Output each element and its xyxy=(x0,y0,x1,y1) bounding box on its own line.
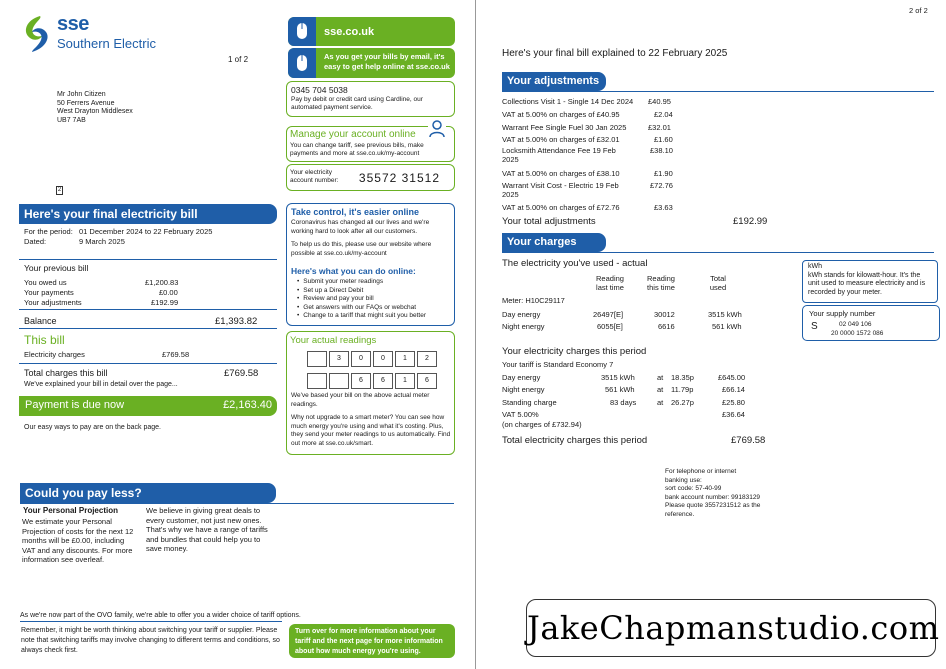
owed-label: You owed us xyxy=(24,278,67,287)
list-item: • Change to a tariff that might suit you better xyxy=(297,312,426,321)
page-divider xyxy=(475,0,476,669)
dated-label: Dated: xyxy=(24,237,47,246)
charge-quantity: 561 kWh xyxy=(605,385,635,394)
charge-at: at xyxy=(657,398,664,407)
smart-meter-text: Why not upgrade to a smart meter? You can see how much energy you're using and what it's costing. Plus, they send your meter readings to us automatically. Find out more at sse.co.uk/smart. xyxy=(291,414,451,447)
reading-digit xyxy=(307,373,327,389)
adjustment-value: £1.90 xyxy=(654,169,673,178)
bank-line: banking use: xyxy=(665,476,702,484)
charge-label: Standing charge xyxy=(502,398,557,407)
manage-account-title: Manage your account online xyxy=(290,129,416,140)
kwh-info-box xyxy=(802,260,938,303)
bank-line: sort code: 57-40-99 xyxy=(665,485,722,492)
logo-subtitle: Southern Electric xyxy=(57,36,156,51)
payment-due-banner xyxy=(19,396,277,416)
supply-number-top: 02 049 106 xyxy=(839,321,872,328)
adjustments-title: Your adjustments xyxy=(502,72,606,91)
website-help-text: To help us do this, please use our website where possible at sse.co.uk/my-account xyxy=(291,241,432,257)
charge-quantity: 3515 kWh xyxy=(601,373,635,382)
kwh-text: kWh stands for kilowatt-hour. It's the unit used to measure electricity and is recorded by your meter. xyxy=(808,271,926,296)
payment-due-amount: £2,163.40 xyxy=(223,399,272,411)
online-actions-title: Here's what you can do online: xyxy=(291,266,416,276)
reading-digit: 1 xyxy=(395,373,415,389)
final-bill-explained: Here's your final bill explained to 22 February 2025 xyxy=(502,48,728,59)
divider xyxy=(502,252,934,253)
reading-digit: 2 xyxy=(417,351,437,367)
charge-value: £66.14 xyxy=(722,385,745,394)
reading-digit: 0 xyxy=(373,351,393,367)
account-label-line: Your electricity xyxy=(290,169,333,176)
vat-subtext: (on charges of £732.94) xyxy=(502,420,582,429)
dated-value: 9 March 2025 xyxy=(79,237,125,246)
bank-line: bank account number: 99183129 xyxy=(665,493,761,501)
adjustment-label: Locksmith Attendance Fee 19 Feb 2025 xyxy=(502,146,616,164)
total-adjustments-value: £192.99 xyxy=(733,216,768,227)
watermark: JakeChapmanstudio.com xyxy=(526,599,936,657)
email-help-banner xyxy=(288,48,455,78)
divider xyxy=(20,621,282,622)
divider xyxy=(19,363,277,364)
adjustment-value: £38.10 xyxy=(650,146,673,155)
adjustment-label: Warrant Visit Cost - Electric 19 Feb 2025 xyxy=(502,181,619,199)
switching-note: Remember, it might be worth thinking about switching your tariff or supplier. Please note that switching tariffs may involve changing to different terms and conditions, so always check first. xyxy=(21,627,280,654)
turn-over-note: Turn over for more information about your tariff and the next page for more information about how much energy you're using. xyxy=(289,624,455,658)
logo-wordmark: sse xyxy=(57,13,89,35)
adjustment-value: £1.60 xyxy=(654,135,673,144)
supply-s-label: S xyxy=(811,321,818,332)
adjustment-label: VAT at 5.00% on charges of £40.95 xyxy=(502,110,620,119)
bill-summary xyxy=(19,259,277,392)
supply-number-bottom: 20 0000 1572 086 xyxy=(831,330,884,337)
reading-digit xyxy=(307,351,327,367)
person-icon xyxy=(428,119,446,137)
balance-value: £1,393.82 xyxy=(215,316,258,327)
actual-readings-box xyxy=(286,331,455,455)
total-charges-period-label: Total electricity charges this period xyxy=(502,435,648,446)
charge-rate: 11.79p xyxy=(671,385,694,394)
electricity-used-title: The electricity you've used - actual xyxy=(502,258,648,269)
account-number: 35572 31512 xyxy=(358,171,440,185)
page-number: 2 of 2 xyxy=(909,6,928,15)
total-charges-value: £769.58 xyxy=(224,368,259,379)
list-item: • Submit your meter readings xyxy=(297,278,426,287)
vat-label: VAT 5.00% xyxy=(502,410,539,419)
manage-account-text: You can change tariff, see previous bills, make payments and more at sse.co.uk/my-account xyxy=(290,142,424,157)
address-line: Mr John Citizen xyxy=(57,91,106,98)
divider xyxy=(20,503,454,504)
adjustments-value: £192.99 xyxy=(151,298,179,307)
email-help-text: As you get your bills by email, it's easy to get help online at sse.co.uk xyxy=(324,52,450,71)
ovo-note: As we're now part of the OVO family, we're able to offer you a wider choice of tariff options. xyxy=(20,612,301,619)
address-line: 50 Ferrers Avenue xyxy=(57,99,115,107)
charges-title: Your charges xyxy=(502,233,606,252)
adjustment-label: Warrant Fee Single Fuel 30 Jan 2025 xyxy=(502,123,627,132)
list-item: • Set up a Direct Debit xyxy=(297,287,426,296)
adjustment-value: £2.04 xyxy=(654,110,673,119)
mouse-icon xyxy=(288,48,316,78)
period-label: For the period: xyxy=(24,227,73,236)
charge-quantity: 83 days xyxy=(610,398,637,407)
charge-rate: 18.35p xyxy=(671,373,694,382)
night-reading-last: 6055[E] xyxy=(597,322,623,331)
reading-digit: 6 xyxy=(373,373,393,389)
address-line: West Drayton Middlesex xyxy=(57,108,133,115)
sse-logo xyxy=(20,14,190,56)
electricity-charges-label: Electricity charges xyxy=(24,350,85,359)
meter-id: Meter: H10C29117 xyxy=(502,296,565,305)
page-number: 1 of 2 xyxy=(228,55,249,64)
mouse-icon xyxy=(288,17,316,46)
bank-line: For telephone or internet xyxy=(665,468,737,475)
night-total-used: 561 kWh xyxy=(712,322,742,331)
bank-line: reference. xyxy=(665,510,695,518)
bill-title: Here's your final electricity bill xyxy=(19,204,277,224)
reading-digit xyxy=(329,373,349,389)
readings-title: Your actual readings xyxy=(290,335,377,346)
night-energy-label: Night energy xyxy=(502,322,545,331)
page-marker: 2 xyxy=(57,187,62,193)
reading-digit: 3 xyxy=(329,351,349,367)
payments-value: £0.00 xyxy=(159,288,178,297)
adjustment-label: VAT at 5.00% on charges of £38.10 xyxy=(502,169,620,178)
account-number-label xyxy=(290,169,338,185)
reading-digit: 6 xyxy=(351,373,371,389)
day-total-used: 3515 kWh xyxy=(708,310,742,319)
bank-line: Please quote 3557231512 as the xyxy=(665,502,761,509)
charge-label: Night energy xyxy=(502,385,545,394)
total-adjustments-label: Your total adjustments xyxy=(502,216,596,227)
divider xyxy=(502,91,934,92)
projection-title: Your Personal Projection xyxy=(23,506,118,515)
divider xyxy=(19,328,277,329)
projection-text: We estimate your Personal Projection of costs for the next 12 months will be £0.00, including VAT and any discounts. For more information see overleaf. xyxy=(22,517,134,564)
total-charges-period-value: £769.58 xyxy=(731,435,766,446)
balance-label: Balance xyxy=(24,316,57,326)
reading-digit: 1 xyxy=(395,351,415,367)
phone-box xyxy=(286,81,455,117)
phone-number: 0345 704 5038 xyxy=(291,85,348,95)
charge-value: £645.00 xyxy=(718,373,746,382)
charge-value: £25.80 xyxy=(722,398,745,407)
col-total-used: Total used xyxy=(709,274,727,292)
period-value: 01 December 2024 to 22 February 2025 xyxy=(79,227,213,236)
electricity-charges-value: £769.58 xyxy=(162,350,190,359)
account-number-box xyxy=(286,164,455,191)
easy-ways-note: Our easy ways to pay are on the back page. xyxy=(24,424,161,431)
adjustments-label: Your adjustments xyxy=(24,298,82,307)
this-bill-title: This bill xyxy=(24,333,65,347)
account-label-line: account number: xyxy=(290,177,339,184)
day-reading-this: 30012 xyxy=(654,310,675,319)
address-line: UB7 7AB xyxy=(57,116,86,124)
payment-due-label: Payment is due now xyxy=(25,399,125,411)
meter-reading-night xyxy=(307,373,439,389)
list-item: • Get answers with our FAQs or webchat xyxy=(297,304,426,313)
total-charges-label: Total charges this bill xyxy=(24,368,108,378)
list-item: • Review and pay your bill xyxy=(297,295,426,304)
take-control-box xyxy=(286,203,455,326)
col-reading-this: Reading this time xyxy=(647,274,675,292)
explained-note: We've explained your bill in detail over the page... xyxy=(24,381,178,388)
reading-digit: 6 xyxy=(417,373,437,389)
adjustment-value: £40.95 xyxy=(648,97,671,106)
vat-value: £36.64 xyxy=(722,410,745,419)
kwh-title: kWh xyxy=(808,263,822,270)
reading-digit: 0 xyxy=(351,351,371,367)
coronavirus-text: Coronavirus has changed all our lives and we're working hard to look after all our customers. xyxy=(291,219,430,235)
online-actions-list xyxy=(297,278,426,321)
take-control-title: Take control, it's easier online xyxy=(291,207,420,217)
adjustment-value: £32.01 xyxy=(648,123,671,132)
payments-label: Your payments xyxy=(24,288,74,297)
phone-subtext: Pay by debit or credit card using Cardline, our automated payment service. xyxy=(291,96,423,111)
adjustment-label: VAT at 5.00% on charges of £72.76 xyxy=(502,203,620,212)
sse-swirl-icon xyxy=(20,14,54,54)
website-banner[interactable] xyxy=(288,17,455,46)
tariff-name: Your tariff is Standard Economy 7 xyxy=(502,360,614,369)
supply-number-title: Your supply number xyxy=(809,309,876,318)
charge-at: at xyxy=(657,373,664,382)
manage-account-box xyxy=(286,126,455,162)
bank-details xyxy=(665,468,780,519)
could-pay-less-title: Could you pay less? xyxy=(20,483,276,503)
owed-value: £1,200.83 xyxy=(145,278,179,287)
day-energy-label: Day energy xyxy=(502,310,541,319)
charge-rate: 26.27p xyxy=(671,398,694,407)
divider xyxy=(19,309,277,310)
customer-address xyxy=(57,91,133,125)
adjustment-label: VAT at 5.00% on charges of £32.01 xyxy=(502,135,620,144)
charge-label: Day energy xyxy=(502,373,541,382)
website-link[interactable]: sse.co.uk xyxy=(324,26,375,38)
previous-bill-title: Your previous bill xyxy=(24,263,89,273)
night-reading-this: 6616 xyxy=(658,322,675,331)
charge-at: at xyxy=(657,385,664,394)
period-charges-title: Your electricity charges this period xyxy=(502,346,647,357)
day-reading-last: 26497[E] xyxy=(593,310,624,319)
meter-reading-day xyxy=(307,351,439,367)
adjustment-label: Collections Visit 1 - Single 14 Dec 2024 xyxy=(502,97,634,106)
tariff-deals-text: We believe in giving great deals to every customer, not just new ones. That's why we have a range of tariffs and bundles that could help you to save money. xyxy=(146,506,268,553)
readings-basis-text: We've based your bill on the above actual meter readings. xyxy=(291,392,430,408)
col-reading-last: Reading last time xyxy=(596,274,624,292)
supply-number-box xyxy=(802,305,940,341)
bill-period xyxy=(24,227,212,247)
adjustment-value: £72.76 xyxy=(650,181,673,190)
adjustment-value: £3.63 xyxy=(654,203,673,212)
